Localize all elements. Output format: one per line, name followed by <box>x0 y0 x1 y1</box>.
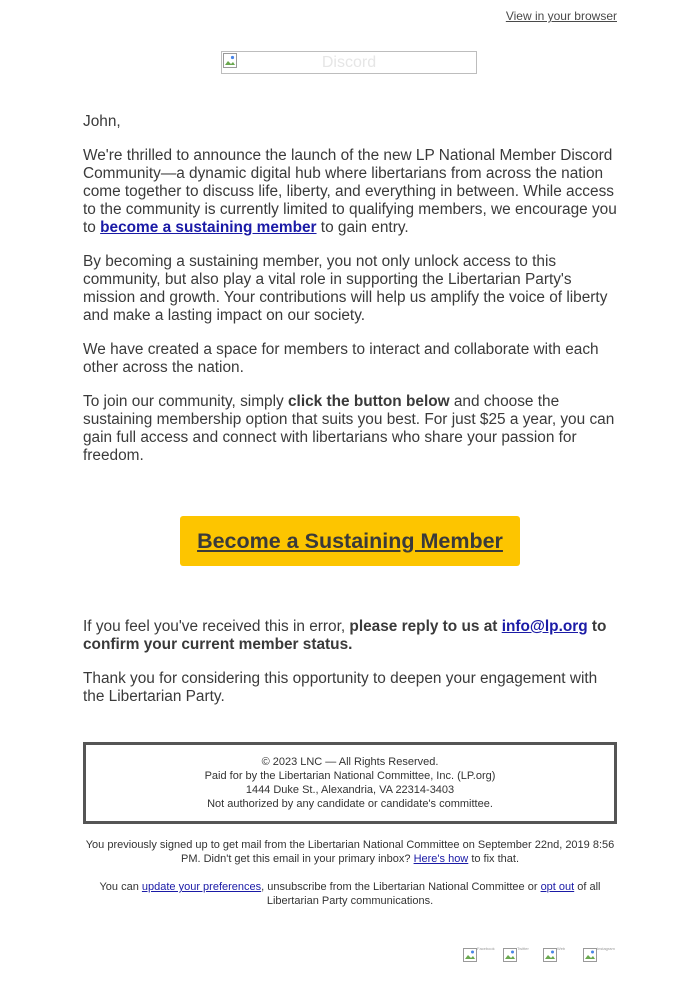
address-line: 1444 Duke St., Alexandria, VA 22314-3403 <box>245 784 455 796</box>
social-facebook-link[interactable]: Facebook <box>463 946 493 964</box>
web-icon <box>543 948 557 962</box>
social-twitter-link[interactable]: Twitter <box>503 946 533 964</box>
paragraph-space: We have created a space for members to interact and collaborate with each other across the nation. <box>83 341 599 376</box>
heres-how-link[interactable]: Here's how <box>413 853 469 865</box>
view-in-browser-link[interactable]: View in your browser <box>505 9 617 23</box>
social-instagram-link[interactable]: Instagram <box>583 946 613 964</box>
social-web-link[interactable]: Web <box>543 946 573 964</box>
email-body-closing <box>83 618 617 722</box>
info-email-link[interactable]: info@lp.org <box>501 618 588 635</box>
discord-logo-image <box>221 51 477 74</box>
become-sustaining-member-link[interactable]: become a sustaining member <box>100 219 317 236</box>
disclaimer-line: Not authorized by any candidate or candidate's committee. <box>207 798 493 810</box>
logo-alt-text: Discord <box>321 54 377 71</box>
update-preferences-link[interactable]: update your preferences <box>141 881 262 893</box>
greeting: John, <box>83 113 121 130</box>
signup-notice: You previously signed up to get mail from the Libertarian National Committee on September 22nd, 2019 8:56 PM. Didn't get this email in your primary inbox? Here's how to fix that. <box>85 839 615 865</box>
paragraph-announcement: We're thrilled to announce the launch of the new LP National Member Discord Community—a dynamic digital hub where libertarians from across the nation come together to discuss life, liberty, and everything in between. While access to the community is currently limited to qualifying members, we encourage you to become a sustaining member to gain entry. <box>83 147 617 236</box>
legal-footer <box>83 742 617 824</box>
copyright-line: © 2023 LNC — All Rights Reserved. <box>261 756 439 768</box>
preferences-notice: You can update your preferences, unsubscribe from the Libertarian National Committee or opt out of all Libertarian Party communications. <box>99 881 601 907</box>
opt-out-link[interactable]: opt out <box>540 881 575 893</box>
twitter-icon <box>503 948 517 962</box>
facebook-icon <box>463 948 477 962</box>
paragraph-join: To join our community, simply click the button below and choose the sustaining membership option that suits you best. For just $25 a year, you can gain full access and connect with libertarians who share your passion for freedom. <box>83 393 615 464</box>
email-body <box>83 113 617 481</box>
paragraph-thanks: Thank you for considering this opportunity to deepen your engagement with the Libertarian Party. <box>83 670 598 705</box>
become-sustaining-member-button[interactable]: Become a Sustaining Member <box>180 516 520 566</box>
social-links <box>463 946 613 964</box>
instagram-icon <box>583 948 597 962</box>
paragraph-error-notice: If you feel you've received this in error, please reply to us at info@lp.org to confirm your current member status. <box>83 618 607 653</box>
paragraph-benefits: By becoming a sustaining member, you not only unlock access to this community, but also play a vital role in supporting the Libertarian Party's mission and growth. Your contributions will help us amplify the voice of liberty and make a lasting impact on our society. <box>83 253 608 324</box>
paid-for-line: Paid for by the Libertarian National Committee, Inc. (LP.org) <box>204 770 496 782</box>
